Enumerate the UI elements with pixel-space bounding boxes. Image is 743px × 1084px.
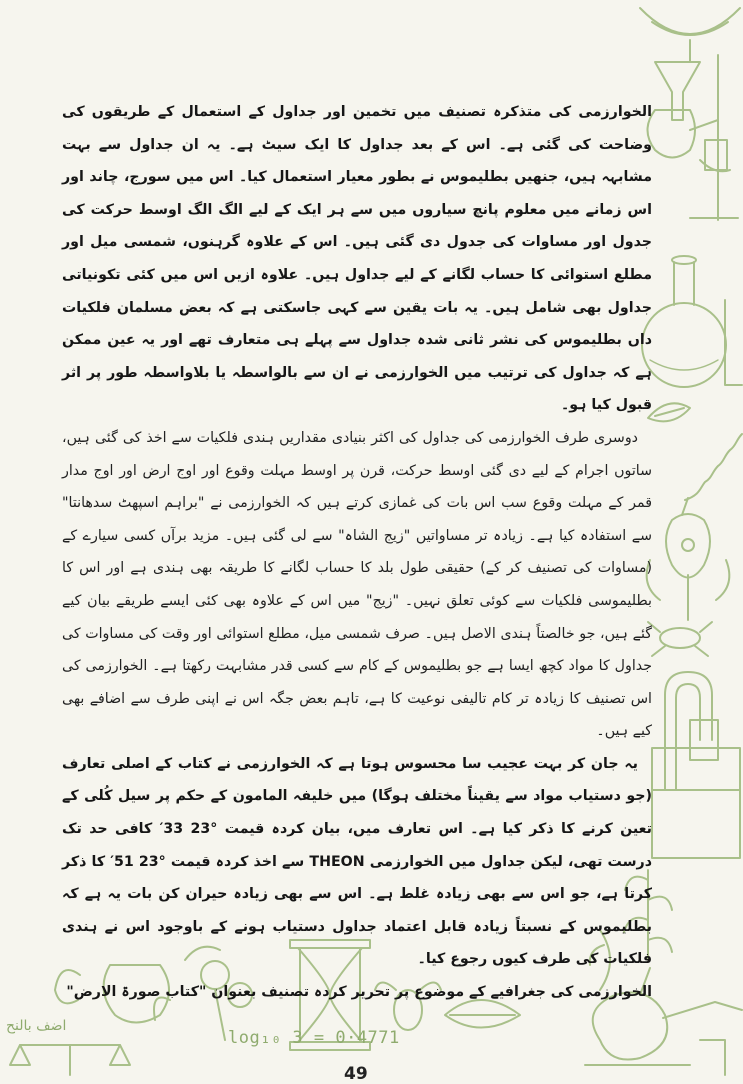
paragraph-3-start: یہ جان کر بہت عجیب سا محسوس ہوتا ہے کہ الخوارزمی نے کتاب کے اصلی تعارف (جو دستیاب مواد سے یقیناً مختلف ہوگا) میں خلیفہ المامون کے حکم پر سیل کُلی کے تعین کرنے کا ذکر کیا ہے۔ اس تعارف میں، بیان کردہ قیمت °23 33′ کافی حد تک درست تھی، لیکن جداول میں الخوارزمی [62, 755, 652, 870]
paragraph-2: دوسری طرف الخوارزمی کی جداول کی اکثر بنیادی مقداریں ہندی فلکیات سے اخذ کی گئی ہیں، ساتوں اجرام کے لیے دی گئی اوسط حرکت، قرن پر اوسط مہلت وقوع اور اوج ارض اور اوج مدار قمر کے مہلت وقوع سب اس بات کی غمازی کرتے ہیں کہ الخوارزمی نے "براہم اسپھٹ سدھانتا" سے استفادہ کیا ہے۔ زیادہ تر مساواتیں "زیج الشاہ" سے لی گئی ہیں۔ مزید برآں کسی سیارے کے (مساوات کی تصنیف کر کے) حقیقی طول بلد کا حساب لگانے کا طریقہ بھی ہندی ہے اور اس کا بطلیموسی فلکیات سے کوئی تعلق نہیں۔ "زیج" میں اس کے علاوہ بھی کئی ایسے طریقے بیان کیے گئے ہیں، جو خالصتاً ہندی الاصل ہیں۔ صرف شمسی میل، مطلع استوائی اور وقت کی مساوات کی جداول کا مواد کچھ ایسا ہے جو بطلیموس کے کام سے کسی قدر مشابہت رکھتا ہے۔ الخوارزمی کی اس تصنیف کا زیادہ تر کام تالیفی نوعیت کا ہے، تاہم بعض جگہ اس نے اپنی طرف سے اضافے بھی کیے ہیں۔ [62, 429, 652, 740]
paragraph-1: الخوارزمی کی متذکرہ تصنیف میں تخمین اور جداول کے استعمال کے طریقوں کی وضاحت کی گئی ہے۔ اس کے بعد جداول کا ایک سیٹ ہے۔ یہ ان جداول سے بہت مشابہہ ہیں، جنھیں بطلیموس نے بطور معیار استعمال کیا۔ اس میں سورج، چاند اور اس زمانے میں معلوم پانچ سیاروں میں سے ہر ایک کے لیے الگ الگ اوسط حرکت کی جدول اور مساوات کی جدول دی گئی ہیں۔ اس کے علاوہ گرہنوں، شمسی میل اور مطلع استوائی کا حساب لگانے کے لیے جداول ہیں۔ علاوہ ازیں اس میں کئی تکونیاتی جداول بھی شامل ہیں۔ یہ بات یقین سے کہی جاسکتی ہے کہ بعض مسلمان فلکیات داں بطلیموس کی نشر ثانی شدہ جداول سے پہلے ہی متعارف تھے اور یہ عین ممکن ہے کہ جداول کی ترتیب میں الخوارزمی نے ان سے بالواسطہ یا بلاواسطہ طور پر اثر قبول کیا ہو۔ [62, 104, 652, 414]
theon-name: THEON [309, 853, 365, 870]
coil-condenser-icon [682, 434, 742, 515]
insect-icon [648, 622, 712, 656]
logarithm-formula: log₁₀ 3 = 0·4771 [228, 1028, 400, 1048]
mortar-bowl-icon [640, 8, 740, 62]
paragraph-3 [62, 748, 652, 976]
page-number: 49 [344, 1064, 368, 1084]
beaker-icon [725, 300, 742, 385]
flower-icon [647, 514, 730, 620]
corner-decorative-text: اضف بالنح [6, 1018, 67, 1034]
funnel-icon [655, 62, 700, 120]
leaf-icon [648, 403, 690, 421]
scale-icon [10, 1045, 130, 1075]
retort-stand-icon [648, 55, 739, 220]
u-tube-apparatus-icon [652, 672, 740, 858]
paragraph-4: الخوارزمی کی جغرافیے کے موضوع پر تحریر کردہ تصنیف بعنوان "کتاب صورۃ الارض" [66, 984, 652, 1001]
paragraph-3-end: سے اخذ کردہ قیمت °23 51′ کا ذکر کرتا ہے، جو اس سے بھی زیادہ غلط ہے۔ اس سے بھی زیادہ حیران کن بات یہ ہے کہ بطلیموس کے نسبتاً زیادہ قابل اعتماد جداول دستیاب ہونے کے باوجود اس نے ہندی فلکیات کی طرف کیوں رجوع کیا۔ [62, 853, 652, 968]
article-text [62, 96, 652, 1009]
flask-icon [642, 256, 726, 387]
